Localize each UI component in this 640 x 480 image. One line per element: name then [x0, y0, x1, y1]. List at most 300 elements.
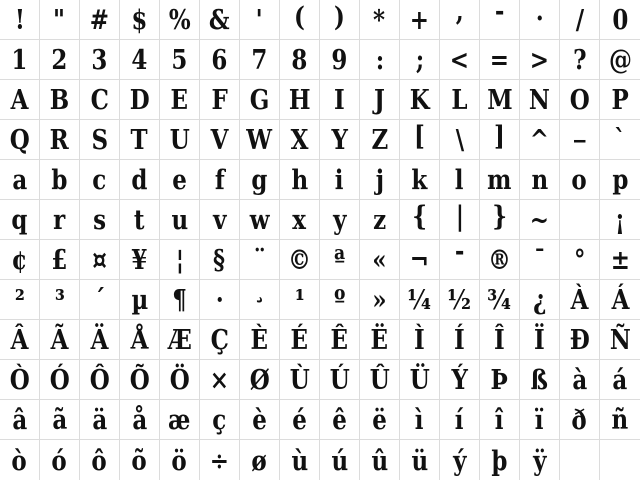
glyph-cell[interactable]	[120, 440, 160, 480]
glyph-character: ê	[332, 405, 347, 436]
glyph-cell[interactable]	[440, 200, 480, 240]
glyph-character: Ç	[210, 325, 229, 356]
glyph-character: 9	[331, 45, 348, 76]
glyph-cell[interactable]	[40, 160, 80, 200]
glyph-cell[interactable]	[520, 440, 560, 480]
glyph-cell[interactable]	[200, 200, 240, 240]
glyph-cell[interactable]	[80, 360, 120, 400]
glyph-cell[interactable]	[200, 440, 240, 480]
glyph-character: E	[170, 85, 189, 116]
glyph-cell[interactable]	[600, 0, 640, 40]
glyph-cell[interactable]	[0, 360, 40, 400]
glyph-cell[interactable]	[600, 320, 640, 360]
glyph-cell[interactable]	[480, 120, 520, 160]
glyph-cell[interactable]	[400, 0, 440, 40]
glyph-cell[interactable]	[360, 0, 400, 40]
glyph-character: }	[492, 201, 507, 232]
glyph-cell[interactable]	[240, 240, 280, 280]
glyph-cell[interactable]	[480, 240, 520, 280]
glyph-cell[interactable]	[360, 400, 400, 440]
glyph-cell[interactable]	[520, 0, 560, 40]
glyph-cell[interactable]	[280, 40, 320, 80]
glyph-cell[interactable]	[80, 0, 120, 40]
glyph-cell[interactable]	[240, 0, 280, 40]
glyph-cell[interactable]	[80, 160, 120, 200]
glyph-cell[interactable]	[480, 400, 520, 440]
glyph-character: ô	[91, 445, 108, 477]
glyph-cell[interactable]	[80, 40, 120, 80]
glyph-cell[interactable]	[200, 160, 240, 200]
glyph-cell[interactable]	[0, 240, 40, 280]
glyph-cell[interactable]	[0, 440, 40, 480]
glyph-cell[interactable]	[360, 320, 400, 360]
glyph-cell[interactable]	[40, 400, 80, 440]
glyph-character: x	[292, 205, 307, 236]
glyph-cell[interactable]	[280, 360, 320, 400]
glyph-character: þ	[491, 445, 508, 477]
glyph-character: ¬	[409, 245, 430, 276]
glyph-cell[interactable]	[400, 200, 440, 240]
glyph-cell[interactable]	[600, 400, 640, 440]
glyph-character: ü	[411, 445, 428, 477]
glyph-character: «	[372, 245, 387, 276]
glyph-cell[interactable]	[560, 0, 600, 40]
glyph-cell[interactable]	[600, 160, 640, 200]
glyph-cell[interactable]	[560, 80, 600, 120]
glyph-cell[interactable]	[440, 280, 480, 320]
glyph-cell[interactable]	[360, 120, 400, 160]
glyph-cell[interactable]	[440, 160, 480, 200]
glyph-cell[interactable]	[240, 320, 280, 360]
glyph-character: '	[255, 5, 264, 36]
glyph-character: ×	[209, 365, 230, 396]
glyph-character: Q	[9, 125, 30, 156]
glyph-character: ·	[215, 285, 224, 316]
glyph-character: ë	[372, 405, 387, 436]
glyph-character: p	[611, 165, 629, 196]
glyph-cell[interactable]	[560, 40, 600, 80]
glyph-cell[interactable]	[160, 360, 200, 400]
glyph-character: X	[290, 125, 309, 156]
glyph-cell[interactable]	[280, 160, 320, 200]
glyph-cell[interactable]	[400, 280, 440, 320]
glyph-character: Ü	[409, 365, 430, 396]
glyph-cell[interactable]	[0, 40, 40, 80]
glyph-cell[interactable]	[600, 120, 640, 160]
glyph-cell[interactable]	[440, 120, 480, 160]
glyph-cell[interactable]	[400, 120, 440, 160]
glyph-cell[interactable]	[200, 320, 240, 360]
glyph-cell[interactable]	[320, 160, 360, 200]
glyph-character: =	[489, 45, 510, 76]
glyph-cell[interactable]	[120, 240, 160, 280]
glyph-cell[interactable]	[240, 80, 280, 120]
glyph-cell[interactable]	[360, 160, 400, 200]
glyph-cell[interactable]	[0, 320, 40, 360]
glyph-cell[interactable]	[160, 40, 200, 80]
glyph-character: ,	[455, 0, 464, 27]
glyph-character: ´	[93, 285, 106, 316]
glyph-cell[interactable]	[320, 0, 360, 40]
glyph-character: è	[252, 405, 267, 436]
glyph-character: :	[375, 45, 384, 76]
glyph-character: A	[10, 85, 29, 116]
glyph-cell[interactable]	[480, 320, 520, 360]
glyph-cell[interactable]	[400, 240, 440, 280]
glyph-character: Ð	[569, 325, 590, 356]
glyph-cell[interactable]	[560, 360, 600, 400]
glyph-character: `	[614, 125, 626, 156]
glyph-cell[interactable]	[0, 400, 40, 440]
glyph-character: Þ	[490, 365, 509, 396]
glyph-cell[interactable]	[80, 440, 120, 480]
glyph-cell[interactable]	[120, 160, 160, 200]
glyph-character: µ	[131, 285, 148, 316]
glyph-cell[interactable]	[160, 80, 200, 120]
glyph-character: Ë	[370, 325, 389, 356]
glyph-cell[interactable]	[560, 400, 600, 440]
glyph-cell[interactable]	[480, 0, 520, 40]
glyph-character: @	[608, 45, 632, 76]
glyph-cell[interactable]	[400, 400, 440, 440]
glyph-character: -	[454, 240, 465, 267]
glyph-character: M	[486, 85, 513, 116]
glyph-cell[interactable]	[360, 240, 400, 280]
glyph-character: Ê	[330, 325, 349, 356]
glyph-cell[interactable]	[200, 0, 240, 40]
glyph-cell[interactable]	[280, 440, 320, 480]
glyph-character: L	[451, 85, 468, 116]
glyph-cell[interactable]	[280, 120, 320, 160]
glyph-cell[interactable]	[440, 0, 480, 40]
glyph-character: ^	[529, 125, 550, 156]
glyph-cell[interactable]	[0, 80, 40, 120]
glyph-character: q	[11, 205, 28, 236]
glyph-cell[interactable]	[400, 440, 440, 480]
glyph-cell[interactable]	[360, 440, 400, 480]
glyph-character: .	[535, 0, 544, 27]
glyph-character: Ò	[9, 365, 30, 396]
glyph-cell[interactable]	[200, 280, 240, 320]
glyph-cell[interactable]	[40, 40, 80, 80]
glyph-cell[interactable]	[240, 280, 280, 320]
glyph-character: V	[210, 125, 229, 156]
glyph-character: ®	[488, 245, 511, 276]
glyph-cell[interactable]	[560, 280, 600, 320]
glyph-character: é	[292, 405, 307, 436]
glyph-character: §	[213, 245, 226, 276]
glyph-cell[interactable]	[120, 280, 160, 320]
glyph-character: /	[575, 5, 584, 36]
glyph-character: <	[449, 45, 470, 76]
glyph-cell[interactable]	[280, 240, 320, 280]
glyph-cell[interactable]	[80, 200, 120, 240]
glyph-cell[interactable]	[120, 320, 160, 360]
glyph-character: ¤	[92, 245, 107, 276]
glyph-character: 7	[251, 45, 268, 76]
glyph-character: É	[290, 325, 309, 356]
glyph-cell[interactable]	[280, 80, 320, 120]
glyph-character: Ö	[169, 365, 190, 396]
glyph-character: k	[411, 165, 428, 196]
glyph-cell[interactable]	[200, 240, 240, 280]
glyph-cell[interactable]	[520, 320, 560, 360]
glyph-cell[interactable]	[160, 440, 200, 480]
glyph-cell[interactable]	[280, 320, 320, 360]
glyph-character: c	[92, 165, 107, 196]
glyph-character: \	[455, 125, 464, 156]
glyph-cell[interactable]	[360, 280, 400, 320]
glyph-cell[interactable]	[320, 400, 360, 440]
glyph-character: â	[12, 405, 27, 436]
glyph-cell[interactable]	[320, 80, 360, 120]
glyph-cell[interactable]	[120, 80, 160, 120]
glyph-cell[interactable]	[0, 160, 40, 200]
glyph-cell[interactable]	[280, 0, 320, 40]
glyph-cell[interactable]	[320, 280, 360, 320]
glyph-cell[interactable]	[40, 280, 80, 320]
glyph-cell[interactable]	[400, 160, 440, 200]
glyph-cell[interactable]	[40, 240, 80, 280]
glyph-cell[interactable]	[240, 120, 280, 160]
glyph-character: ~	[529, 205, 550, 236]
glyph-character: Ó	[49, 365, 70, 396]
glyph-character: ã	[52, 405, 67, 436]
glyph-character: Ô	[89, 365, 110, 396]
glyph-cell[interactable]	[40, 360, 80, 400]
glyph-cell[interactable]	[440, 400, 480, 440]
glyph-cell[interactable]	[240, 440, 280, 480]
glyph-cell[interactable]	[480, 40, 520, 80]
glyph-cell[interactable]	[440, 320, 480, 360]
glyph-cell[interactable]	[600, 40, 640, 80]
glyph-character: £	[51, 245, 68, 276]
glyph-character: w	[249, 205, 270, 236]
glyph-cell[interactable]	[520, 160, 560, 200]
glyph-cell[interactable]	[400, 80, 440, 120]
glyph-cell[interactable]	[0, 0, 40, 40]
glyph-character: ª	[333, 245, 346, 276]
glyph-cell[interactable]	[600, 280, 640, 320]
glyph-cell[interactable]	[200, 120, 240, 160]
glyph-character: Â	[10, 325, 29, 356]
glyph-cell[interactable]	[440, 240, 480, 280]
glyph-cell[interactable]	[120, 200, 160, 240]
glyph-cell[interactable]	[40, 440, 80, 480]
glyph-character: b	[51, 165, 68, 196]
glyph-cell[interactable]	[40, 200, 80, 240]
glyph-cell[interactable]	[480, 80, 520, 120]
glyph-cell[interactable]	[280, 400, 320, 440]
glyph-cell[interactable]	[520, 240, 560, 280]
glyph-character: h	[291, 165, 308, 196]
glyph-character: ï	[535, 405, 544, 436]
glyph-cell[interactable]	[520, 280, 560, 320]
glyph-character: 4	[131, 45, 148, 76]
glyph-character: G	[249, 85, 270, 116]
glyph-cell[interactable]	[520, 400, 560, 440]
glyph-cell[interactable]	[400, 40, 440, 80]
glyph-character: r	[53, 205, 66, 236]
glyph-cell[interactable]	[520, 120, 560, 160]
glyph-cell[interactable]	[120, 40, 160, 80]
glyph-character: {	[412, 201, 427, 232]
glyph-cell[interactable]	[160, 320, 200, 360]
glyph-cell[interactable]	[560, 240, 600, 280]
glyph-cell[interactable]	[560, 120, 600, 160]
glyph-cell[interactable]	[520, 40, 560, 80]
glyph-character: »	[372, 285, 387, 316]
glyph-cell[interactable]	[480, 280, 520, 320]
glyph-character: Z	[371, 125, 388, 156]
glyph-cell[interactable]	[320, 120, 360, 160]
glyph-cell[interactable]	[520, 360, 560, 400]
glyph-character: ¡	[614, 205, 626, 236]
glyph-character: ©	[288, 245, 311, 276]
glyph-character: ¦	[175, 245, 184, 276]
glyph-character: Ñ	[609, 325, 631, 356]
glyph-cell[interactable]	[320, 440, 360, 480]
glyph-cell[interactable]	[560, 320, 600, 360]
glyph-cell[interactable]	[80, 400, 120, 440]
glyph-cell[interactable]	[240, 200, 280, 240]
glyph-cell[interactable]	[200, 80, 240, 120]
glyph-character: 2	[51, 45, 68, 76]
glyph-cell[interactable]	[480, 440, 520, 480]
glyph-cell[interactable]	[400, 360, 440, 400]
glyph-cell[interactable]	[480, 360, 520, 400]
glyph-character: ¹	[294, 285, 305, 316]
glyph-cell[interactable]	[80, 120, 120, 160]
glyph-character: $	[131, 5, 148, 36]
glyph-cell[interactable]	[440, 440, 480, 480]
glyph-cell[interactable]	[40, 80, 80, 120]
glyph-cell[interactable]	[0, 200, 40, 240]
glyph-character: Å	[130, 325, 149, 356]
glyph-cell[interactable]	[480, 160, 520, 200]
glyph-character: T	[130, 125, 149, 156]
glyph-character: ²	[14, 285, 25, 316]
glyph-cell[interactable]	[120, 120, 160, 160]
glyph-cell[interactable]	[40, 320, 80, 360]
glyph-cell[interactable]	[280, 280, 320, 320]
glyph-cell[interactable]	[40, 120, 80, 160]
glyph-cell[interactable]	[320, 40, 360, 80]
glyph-cell[interactable]	[160, 160, 200, 200]
glyph-character: -	[494, 0, 505, 27]
glyph-character: o	[571, 165, 588, 196]
glyph-character: (	[294, 2, 305, 33]
glyph-character: 0	[612, 5, 628, 36]
glyph-character: _	[573, 120, 586, 143]
glyph-character: m	[487, 165, 512, 196]
glyph-cell[interactable]	[320, 320, 360, 360]
glyph-character: F	[211, 85, 228, 116]
glyph-cell[interactable]	[80, 280, 120, 320]
glyph-character: s	[93, 205, 106, 236]
glyph-cell[interactable]	[80, 80, 120, 120]
empty-cell	[560, 440, 600, 480]
glyph-character: ;	[415, 45, 424, 76]
glyph-character: I	[334, 85, 345, 116]
glyph-character: ù	[291, 445, 308, 477]
glyph-cell[interactable]	[360, 200, 400, 240]
glyph-cell[interactable]	[240, 360, 280, 400]
glyph-cell[interactable]	[240, 160, 280, 200]
glyph-character: Õ	[129, 365, 150, 396]
glyph-cell[interactable]	[160, 200, 200, 240]
glyph-cell[interactable]	[440, 360, 480, 400]
glyph-cell[interactable]	[40, 0, 80, 40]
glyph-cell[interactable]	[560, 160, 600, 200]
glyph-cell[interactable]	[320, 360, 360, 400]
glyph-cell[interactable]	[200, 360, 240, 400]
glyph-cell[interactable]	[120, 400, 160, 440]
glyph-character: #	[89, 5, 110, 36]
glyph-character: ý	[452, 445, 467, 477]
glyph-cell[interactable]	[200, 40, 240, 80]
glyph-cell[interactable]	[520, 80, 560, 120]
glyph-cell[interactable]	[0, 120, 40, 160]
glyph-character: P	[611, 85, 629, 116]
glyph-cell[interactable]	[80, 240, 120, 280]
glyph-character: î	[495, 405, 504, 436]
glyph-cell[interactable]	[600, 240, 640, 280]
glyph-cell[interactable]	[600, 80, 640, 120]
glyph-cell[interactable]	[200, 400, 240, 440]
glyph-cell[interactable]	[360, 80, 400, 120]
glyph-cell[interactable]	[240, 40, 280, 80]
glyph-character: d	[131, 165, 148, 196]
glyph-character: ¼	[407, 285, 432, 316]
glyph-cell[interactable]	[360, 360, 400, 400]
glyph-cell[interactable]	[120, 0, 160, 40]
glyph-cell[interactable]	[480, 200, 520, 240]
glyph-character: U	[169, 125, 190, 156]
glyph-character: a	[12, 165, 27, 196]
glyph-character: õ	[131, 445, 148, 477]
glyph-cell[interactable]	[600, 360, 640, 400]
glyph-cell[interactable]	[520, 200, 560, 240]
glyph-cell[interactable]	[280, 200, 320, 240]
glyph-cell[interactable]	[440, 40, 480, 80]
glyph-character: Ì	[414, 325, 425, 356]
glyph-character: i	[335, 165, 344, 196]
glyph-cell[interactable]	[0, 280, 40, 320]
glyph-character: ö	[171, 445, 188, 477]
glyph-cell[interactable]	[160, 240, 200, 280]
glyph-cell[interactable]	[160, 280, 200, 320]
glyph-character: Æ	[167, 325, 192, 356]
glyph-character: e	[172, 165, 187, 196]
glyph-cell[interactable]	[240, 400, 280, 440]
glyph-cell[interactable]	[320, 200, 360, 240]
glyph-cell[interactable]	[360, 40, 400, 80]
glyph-character: °	[573, 245, 586, 276]
glyph-cell[interactable]	[320, 240, 360, 280]
glyph-cell[interactable]	[80, 320, 120, 360]
glyph-cell[interactable]	[160, 0, 200, 40]
glyph-character: æ	[168, 405, 191, 436]
glyph-cell[interactable]	[160, 120, 200, 160]
glyph-cell[interactable]	[400, 320, 440, 360]
empty-cell	[560, 200, 600, 240]
glyph-cell[interactable]	[120, 360, 160, 400]
glyph-cell[interactable]	[600, 200, 640, 240]
glyph-cell[interactable]	[440, 80, 480, 120]
glyph-character: À	[570, 285, 589, 316]
glyph-cell[interactable]	[160, 400, 200, 440]
